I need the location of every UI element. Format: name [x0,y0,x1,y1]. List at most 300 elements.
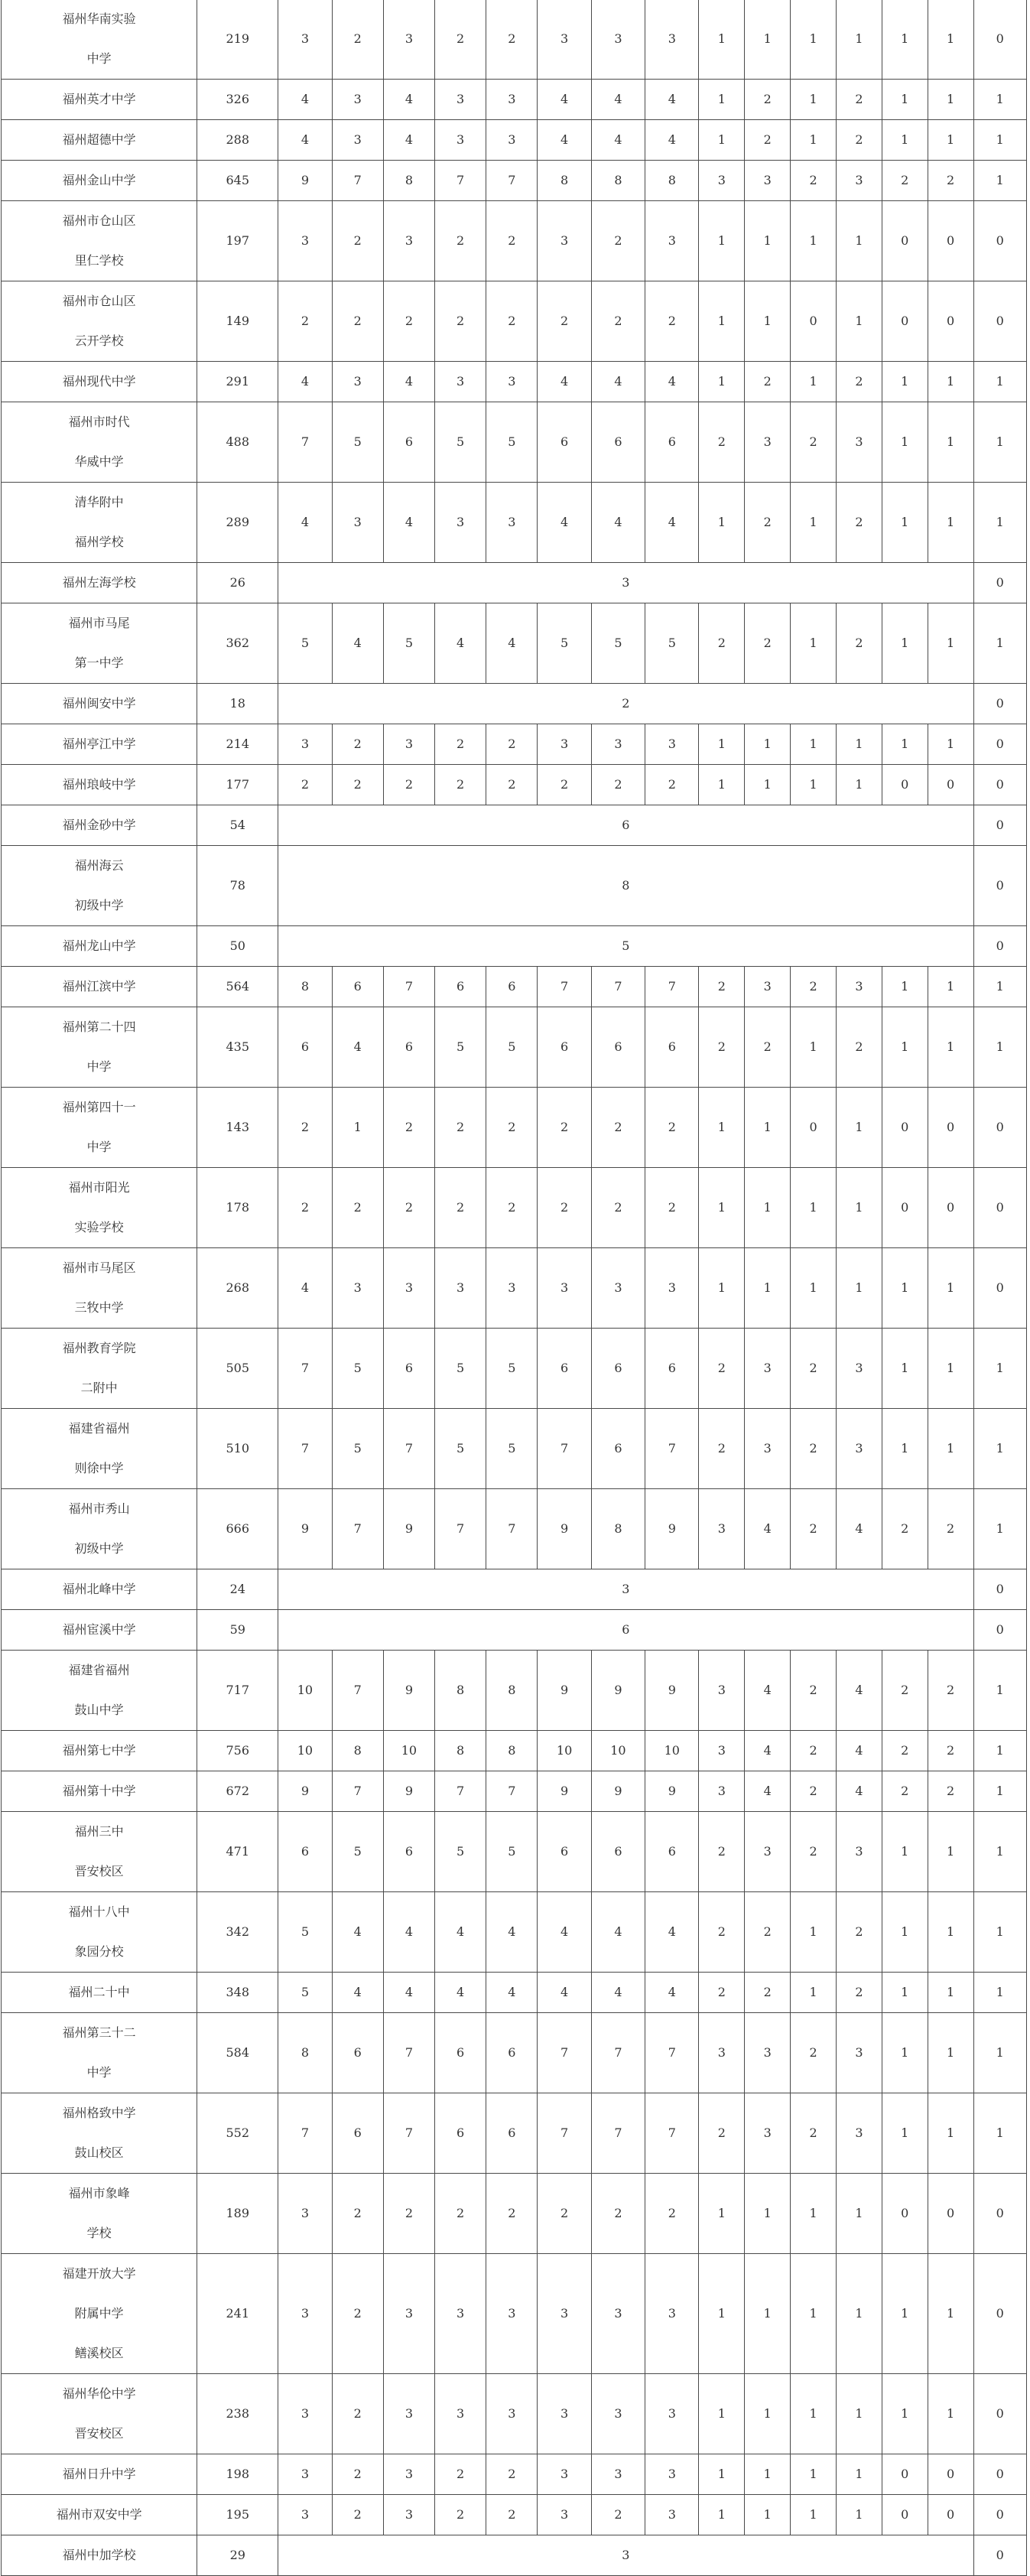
quota-cell: 10 [278,1651,332,1731]
quota-cell: 2 [486,201,538,281]
quota-cell: 3 [591,724,645,765]
quota-cell: 4 [486,603,538,684]
quota-cell: 3 [645,2374,699,2454]
quota-cell: 6 [383,1329,434,1409]
quota-cell: 1 [745,1088,791,1168]
school-name-line: 福州日升中学 [62,2467,136,2481]
quota-cell: 2 [435,765,486,805]
quota-cell: 0 [973,926,1026,967]
table-row [2,120,1027,161]
quota-cell: 3 [278,2374,332,2454]
quota-cell: 1 [791,0,837,80]
quota-cell: 1 [699,80,745,120]
school-name-line: 二附中 [80,1381,118,1395]
quota-cell: 1 [699,2254,745,2374]
quota-cell: 2 [836,362,882,402]
total-cell: 645 [197,161,278,201]
quota-cell: 3 [836,2013,882,2093]
quota-cell: 2 [486,2454,538,2495]
quota-cell: 1 [699,362,745,402]
quota-cell: 4 [332,1892,383,1973]
quota-cell: 1 [882,0,928,80]
quota-cell: 4 [591,483,645,563]
quota-cell: 7 [645,967,699,1007]
total-cell: 510 [197,1409,278,1489]
quota-cell: 3 [486,362,538,402]
quota-cell: 3 [435,362,486,402]
quota-cell: 1 [791,2254,837,2374]
total-cell: 197 [197,201,278,281]
quota-cell: 1 [836,1248,882,1329]
quota-cell: 9 [538,1651,591,1731]
quota-cell: 2 [699,1007,745,1088]
quota-cell: 0 [882,1088,928,1168]
school-name-line: 福州中加学校 [62,2548,136,2562]
quota-cell: 4 [383,80,434,120]
quota-cell: 3 [278,2495,332,2535]
quota-cell: 3 [435,1248,486,1329]
total-cell: 505 [197,1329,278,1409]
quota-cell: 3 [836,161,882,201]
quota-cell: 5 [278,1973,332,2013]
total-cell: 268 [197,1248,278,1329]
school-name-line: 福州市仓山区 [62,294,136,308]
quota-cell: 0 [973,563,1026,603]
quota-cell: 2 [332,281,383,362]
quota-cell: 3 [278,2454,332,2495]
quota-cell: 2 [699,1812,745,1892]
quota-cell: 9 [591,1651,645,1731]
total-cell: 552 [197,2093,278,2174]
quota-cell: 6 [435,967,486,1007]
quota-cell: 2 [486,724,538,765]
quota-cell: 1 [973,1731,1026,1771]
quota-cell: 3 [383,2454,434,2495]
quota-cell: 2 [791,1731,837,1771]
quota-cell: 3 [538,0,591,80]
quota-cell: 1 [928,2374,973,2454]
school-name-line: 中学 [86,1140,112,1154]
merged-quota-cell: 6 [278,1610,973,1651]
quota-cell: 1 [928,1812,973,1892]
quota-cell: 0 [882,2174,928,2254]
table-row [2,603,1027,684]
quota-cell: 7 [435,1771,486,1812]
quota-cell: 7 [538,2013,591,2093]
quota-cell: 0 [973,805,1026,846]
school-name-cell [2,80,197,120]
school-name-cell [2,846,197,926]
quota-cell: 2 [383,765,434,805]
school-name-line: 福州教育学院 [62,1341,136,1355]
school-name-cell [2,1007,197,1088]
school-name-line: 初级中学 [74,898,124,912]
quota-cell: 3 [745,2013,791,2093]
quota-cell: 2 [745,80,791,120]
school-name-line: 附属中学 [74,2306,124,2321]
quota-cell: 4 [538,483,591,563]
school-name-cell [2,2495,197,2535]
quota-cell: 5 [435,1007,486,1088]
quota-cell: 1 [928,80,973,120]
quota-cell: 1 [791,1248,837,1329]
quota-cell: 3 [383,2495,434,2535]
quota-cell: 3 [836,1409,882,1489]
quota-cell: 1 [973,1007,1026,1088]
total-cell: 717 [197,1651,278,1731]
school-name-line: 福州宦溪中学 [62,1622,136,1637]
quota-cell: 6 [383,1007,434,1088]
quota-cell: 0 [973,724,1026,765]
quota-cell: 1 [882,1329,928,1409]
quota-cell: 3 [538,2254,591,2374]
school-name-line: 福州十八中 [68,1904,130,1919]
table-row [2,0,1027,80]
quota-cell: 8 [645,161,699,201]
table-row [2,1771,1027,1812]
quota-cell: 3 [538,2374,591,2454]
quota-cell: 1 [928,362,973,402]
quota-cell: 3 [486,2374,538,2454]
quota-cell: 3 [278,0,332,80]
total-cell: 214 [197,724,278,765]
quota-cell: 2 [332,2254,383,2374]
quota-cell: 6 [278,1007,332,1088]
school-name-cell [2,201,197,281]
quota-cell: 0 [973,1610,1026,1651]
quota-cell: 2 [278,1088,332,1168]
total-cell: 666 [197,1489,278,1569]
quota-cell: 5 [486,1812,538,1892]
quota-cell: 1 [928,603,973,684]
quota-cell: 9 [538,1771,591,1812]
quota-cell: 0 [973,201,1026,281]
quota-cell: 1 [973,402,1026,483]
quota-cell: 7 [278,1329,332,1409]
quota-cell: 5 [591,603,645,684]
quota-cell: 3 [383,201,434,281]
quota-cell: 2 [538,1088,591,1168]
school-name-line: 福州市阳光 [68,1180,130,1195]
total-cell: 348 [197,1973,278,2013]
quota-cell: 4 [745,1731,791,1771]
quota-cell: 6 [591,402,645,483]
quota-cell: 8 [591,161,645,201]
total-cell: 362 [197,603,278,684]
quota-cell: 4 [486,1973,538,2013]
school-name-line: 福州超德中学 [62,132,136,147]
quota-cell: 6 [591,1329,645,1409]
quota-cell: 1 [836,2254,882,2374]
quota-cell: 3 [745,1812,791,1892]
quota-cell: 1 [745,1168,791,1248]
school-name-cell [2,2093,197,2174]
quota-cell: 1 [745,2174,791,2254]
quota-cell: 3 [486,2254,538,2374]
quota-cell: 1 [791,1892,837,1973]
quota-cell: 3 [332,1248,383,1329]
quota-cell: 9 [383,1771,434,1812]
quota-cell: 1 [928,1409,973,1489]
quota-cell: 1 [791,2174,837,2254]
quota-cell: 0 [973,1569,1026,1610]
quota-cell: 2 [435,281,486,362]
quota-cell: 9 [538,1489,591,1569]
quota-cell: 3 [278,724,332,765]
quota-cell: 2 [791,402,837,483]
table-row [2,724,1027,765]
quota-cell: 7 [486,1489,538,1569]
school-name-line: 福州二十中 [68,1985,130,1999]
quota-cell: 1 [332,1088,383,1168]
quota-cell: 0 [973,684,1026,724]
school-name-line: 福州闽安中学 [62,696,136,711]
total-cell: 24 [197,1569,278,1610]
quota-cell: 1 [745,1248,791,1329]
quota-cell: 3 [645,724,699,765]
quota-cell: 3 [591,1248,645,1329]
merged-quota-cell: 3 [278,1569,973,1610]
quota-cell: 0 [791,281,837,362]
quota-cell: 0 [928,281,973,362]
quota-cell: 2 [538,281,591,362]
quota-cell: 1 [928,483,973,563]
school-name-line: 第一中学 [74,655,124,670]
quota-cell: 1 [836,1088,882,1168]
quota-cell: 1 [973,483,1026,563]
quota-cell: 1 [791,362,837,402]
quota-cell: 1 [699,2495,745,2535]
quota-cell: 7 [435,161,486,201]
quota-cell: 8 [591,1489,645,1569]
quota-cell: 0 [973,846,1026,926]
quota-cell: 3 [591,2374,645,2454]
quota-cell: 3 [745,2093,791,2174]
quota-cell: 1 [882,2013,928,2093]
quota-cell: 5 [435,1329,486,1409]
quota-cell: 0 [928,201,973,281]
quota-cell: 2 [699,1329,745,1409]
quota-cell: 6 [332,2093,383,2174]
quota-cell: 1 [699,281,745,362]
total-cell: 18 [197,684,278,724]
quota-cell: 2 [645,1088,699,1168]
quota-cell: 5 [278,603,332,684]
quota-cell: 1 [836,2374,882,2454]
quota-cell: 0 [973,2495,1026,2535]
school-name-cell [2,483,197,563]
quota-cell: 2 [928,161,973,201]
quota-cell: 3 [645,1248,699,1329]
quota-cell: 2 [791,1329,837,1409]
quota-cell: 3 [278,2254,332,2374]
quota-cell: 3 [745,161,791,201]
quota-cell: 3 [591,2254,645,2374]
quota-cell: 3 [383,1248,434,1329]
quota-cell: 1 [882,1007,928,1088]
school-name-cell [2,2013,197,2093]
quota-cell: 7 [486,1771,538,1812]
school-name-line: 福州市秀山 [68,1501,130,1516]
merged-quota-cell: 6 [278,805,973,846]
school-name-line: 福州英才中学 [62,92,136,106]
quota-cell: 1 [836,2174,882,2254]
quota-cell: 3 [332,483,383,563]
quota-cell: 5 [435,402,486,483]
quota-cell: 1 [882,603,928,684]
quota-cell: 1 [745,201,791,281]
quota-cell: 1 [973,967,1026,1007]
quota-cell: 1 [928,120,973,161]
table-row [2,1569,1027,1610]
quota-cell: 1 [836,0,882,80]
quota-cell: 3 [538,1248,591,1329]
quota-cell: 5 [435,1409,486,1489]
quota-cell: 2 [928,1489,973,1569]
quota-cell: 2 [435,201,486,281]
quota-cell: 0 [973,2174,1026,2254]
quota-cell: 3 [645,2254,699,2374]
quota-cell: 3 [435,2374,486,2454]
quota-cell: 4 [383,483,434,563]
quota-cell: 2 [435,1168,486,1248]
quota-cell: 1 [882,724,928,765]
quota-cell: 4 [383,1973,434,2013]
table-row [2,765,1027,805]
quota-cell: 3 [278,201,332,281]
quota-cell: 6 [645,1812,699,1892]
quota-cell: 2 [332,1168,383,1248]
table-body [2,0,1027,2576]
total-cell: 59 [197,1610,278,1651]
school-name-cell [2,1248,197,1329]
school-name-cell [2,1088,197,1168]
quota-cell: 2 [836,120,882,161]
total-cell: 291 [197,362,278,402]
quota-cell: 2 [836,603,882,684]
total-cell: 342 [197,1892,278,1973]
quota-cell: 1 [882,2374,928,2454]
school-name-line: 福州金砂中学 [62,818,136,832]
school-name-line: 中学 [86,2065,112,2080]
school-name-cell [2,120,197,161]
school-name-cell [2,161,197,201]
quota-cell: 2 [332,765,383,805]
merged-quota-cell: 3 [278,2535,973,2576]
quota-cell: 1 [791,120,837,161]
quota-cell: 2 [383,1168,434,1248]
quota-cell: 3 [486,483,538,563]
quota-cell: 1 [791,2454,837,2495]
school-name-line: 福州江滨中学 [62,979,136,994]
quota-cell: 2 [791,2093,837,2174]
school-name-cell [2,1651,197,1731]
quota-cell: 1 [791,1168,837,1248]
quota-cell: 1 [836,765,882,805]
quota-cell: 2 [332,2174,383,2254]
quota-cell: 9 [645,1771,699,1812]
school-name-line: 福建开放大学 [62,2266,136,2281]
quota-cell: 8 [435,1651,486,1731]
quota-cell: 2 [882,1489,928,1569]
school-name-line: 晋安校区 [74,1864,124,1878]
quota-cell: 7 [332,1771,383,1812]
table-row [2,402,1027,483]
quota-cell: 0 [882,201,928,281]
quota-cell: 3 [538,724,591,765]
quota-cell: 0 [882,2495,928,2535]
quota-cell: 2 [791,1489,837,1569]
quota-cell: 4 [591,80,645,120]
quota-cell: 1 [791,80,837,120]
quota-cell: 0 [973,2535,1026,2576]
school-name-cell [2,0,197,80]
quota-cell: 4 [645,80,699,120]
quota-cell: 6 [538,1812,591,1892]
table-row [2,1610,1027,1651]
quota-cell: 5 [486,402,538,483]
quota-cell: 6 [332,2013,383,2093]
total-cell: 177 [197,765,278,805]
school-name-line: 福州华伦中学 [62,2386,136,2401]
quota-cell: 2 [332,0,383,80]
quota-cell: 2 [699,967,745,1007]
quota-cell: 1 [882,2093,928,2174]
quota-cell: 2 [591,2495,645,2535]
school-name-line: 则徐中学 [74,1461,124,1475]
quota-cell: 4 [538,1892,591,1973]
quota-cell: 2 [486,0,538,80]
quota-cell: 2 [383,1088,434,1168]
quota-cell: 3 [486,1248,538,1329]
quota-cell: 3 [486,120,538,161]
quota-cell: 4 [836,1731,882,1771]
quota-cell: 8 [278,2013,332,2093]
quota-cell: 2 [486,2495,538,2535]
quota-cell: 4 [538,80,591,120]
total-cell: 672 [197,1771,278,1812]
quota-cell: 1 [882,1812,928,1892]
quota-cell: 3 [699,1489,745,1569]
quota-cell: 1 [882,362,928,402]
total-cell: 143 [197,1088,278,1168]
quota-cell: 2 [435,724,486,765]
quota-cell: 2 [836,1007,882,1088]
quota-cell: 4 [278,362,332,402]
school-name-cell [2,765,197,805]
table-row [2,1489,1027,1569]
quota-cell: 2 [791,1409,837,1489]
quota-cell: 3 [699,1651,745,1731]
total-cell: 78 [197,846,278,926]
school-name-cell [2,1409,197,1489]
quota-cell: 2 [836,80,882,120]
school-name-cell [2,967,197,1007]
school-name-cell [2,805,197,846]
quota-cell: 4 [645,483,699,563]
quota-cell: 8 [278,967,332,1007]
table-row [2,80,1027,120]
merged-quota-cell: 3 [278,563,973,603]
quota-cell: 2 [332,2374,383,2454]
quota-cell: 4 [486,1892,538,1973]
quota-cell: 4 [383,362,434,402]
total-cell: 189 [197,2174,278,2254]
quota-cell: 1 [928,2093,973,2174]
table-row [2,1409,1027,1489]
quota-cell: 2 [745,483,791,563]
quota-cell: 8 [435,1731,486,1771]
